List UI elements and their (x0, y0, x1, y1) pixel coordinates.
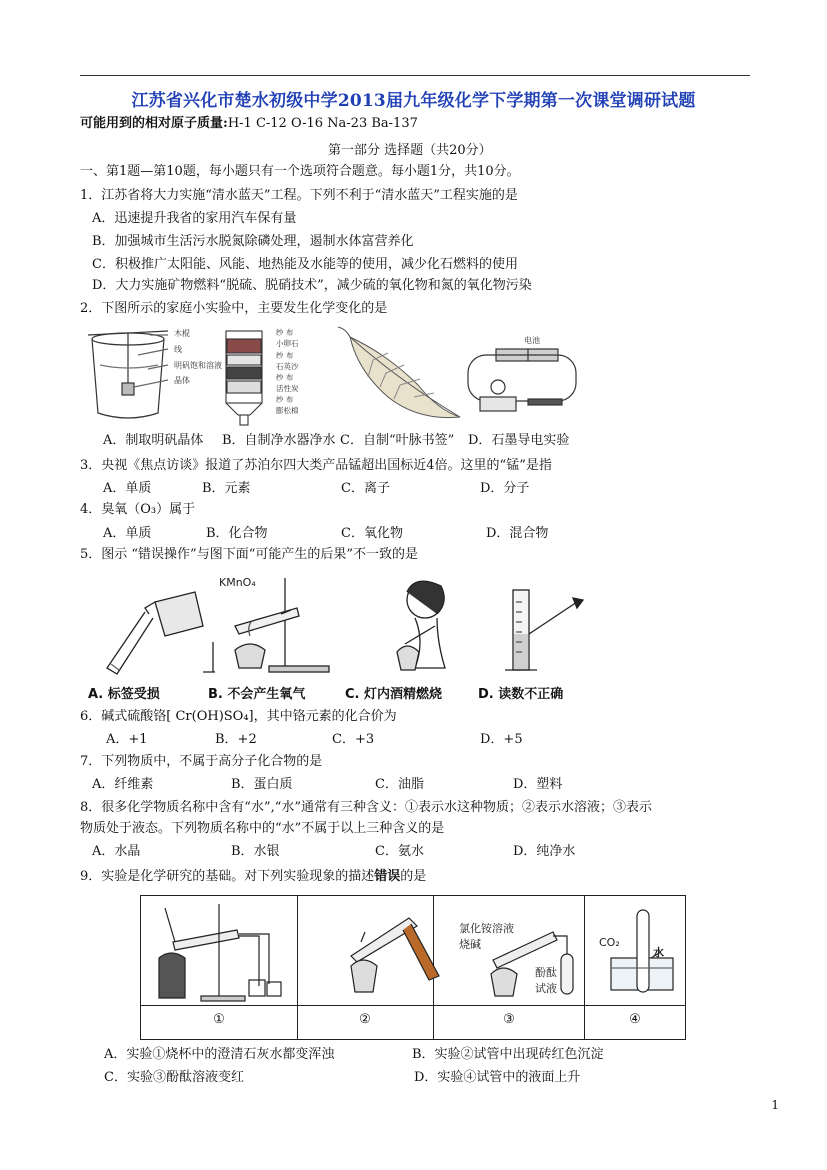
header-rule (80, 75, 750, 76)
q2-option-a: A．制取明矾晶体 (103, 433, 204, 448)
q9-option-a: A．实验①烧杯中的澄清石灰水都变浑浊 (104, 1047, 335, 1062)
q1-option-d: D．大力实施矿物燃料“脱硫、脱硝技术”，减少硫的氧化物和氮的氧化物污染 (92, 278, 532, 293)
q1-option-b: B．加强城市生活污水脱氮除磷处理，遏制水体富营养化 (92, 234, 414, 249)
q2-option-b: B．自制净水器净水 (222, 433, 336, 448)
q9-figures (141, 896, 687, 1005)
alum-crystal-beaker-illustration (88, 331, 168, 418)
experiment-1-illustration (159, 904, 281, 1001)
q9-stem-post: 的是 (400, 869, 427, 884)
exam-title: 江苏省兴化市楚水初级中学2013届九年级化学下学期第一次课堂调研试题 (131, 91, 696, 111)
label-quartz-sand: 石英沙 (276, 362, 299, 371)
q5-option-c: C. 灯内酒精燃烧 (345, 687, 443, 702)
q4-option-d: D．混合物 (486, 526, 549, 541)
label-gauze-2: 纱 布 (276, 351, 294, 360)
label-water: 水 (653, 946, 664, 959)
q4-option-c: C．氧化物 (341, 526, 403, 541)
q5-option-b: B. 不会产生氧气 (208, 687, 306, 702)
instruction: 一、第1题—第10题，每小题只有一个选项符合题意。每小题1分，共10分。 (80, 164, 520, 179)
q9-option-c: C．实验③酚酞溶液变红 (104, 1070, 244, 1085)
pouring-liquid-illustration (107, 592, 203, 674)
q6-option-c: C．+3 (332, 732, 375, 747)
q5-figure (85, 572, 595, 682)
q5-stem: 5．图示 “错误操作”与图下面“可能产生的后果”不一致的是 (80, 547, 418, 562)
q2-figure (88, 325, 578, 430)
q6-option-b: B．+2 (215, 732, 257, 747)
q7-option-c: C．油脂 (375, 777, 424, 792)
label-stick: 木棍 (174, 329, 190, 338)
q9-stem-pre: 9．实验是化学研究的基础。对下列实验现象的描述 (80, 869, 375, 884)
q7-option-a: A．纤维素 (92, 777, 154, 792)
q5-option-d: D. 读数不正确 (478, 687, 564, 702)
label-ammonium-chloride: 氯化铵溶液 (459, 922, 514, 935)
q7-option-d: D．塑料 (513, 777, 563, 792)
label-alum-solution: 明矾饱和溶液 (174, 361, 222, 370)
label-pebbles: 小卵石 (276, 339, 299, 348)
water-filter-illustration (226, 331, 262, 425)
q8-stem-line1: 8．很多化学物质名称中含有“水”,“水”通常有三种含义：①表示水这种物质；②表示水溶液；③表示 (80, 800, 652, 815)
q3-option-d: D．分子 (480, 481, 530, 496)
label-co2: CO₂ (599, 936, 620, 949)
label-battery: 电池 (524, 336, 540, 345)
q2-option-d: D．石墨导电实验 (468, 433, 570, 448)
caption-3: ③ (503, 1012, 515, 1027)
q9-option-b: B．实验②试管中出现砖红色沉淀 (412, 1047, 604, 1062)
q1-stem: 1．江苏省将大力实施“清水蓝天”工程。下列不利于“清水蓝天”工程实施的是 (80, 188, 518, 203)
leaf-vein-bookmark-illustration (338, 327, 460, 418)
experiment-2-illustration (351, 918, 439, 992)
q4-option-a: A．单质 (103, 526, 152, 541)
q2-option-c: C．自制“叶脉书签” (340, 433, 455, 448)
heating-kmno4-illustration (203, 578, 329, 672)
lighting-alcohol-lamp-illustration (397, 581, 445, 670)
label-gauze-4: 纱 布 (276, 395, 294, 404)
label-gauze-3: 纱 布 (276, 373, 294, 382)
q9-option-d: D．实验④试管中的液面上升 (414, 1070, 581, 1085)
label-phenolphthalein: 酚酞 (535, 966, 557, 979)
graphite-conduction-circuit-illustration (468, 349, 576, 411)
q3-option-a: A．单质 (103, 481, 152, 496)
q4-option-b: B．化合物 (206, 526, 268, 541)
atomic-mass-label: 可能用到的相对原子质量: (80, 116, 228, 131)
q6-option-d: D．+5 (480, 732, 523, 747)
q8-option-d: D．纯净水 (513, 844, 576, 859)
q8-option-c: C．氨水 (375, 844, 424, 859)
page-number: 1 (771, 1098, 779, 1112)
q7-stem: 7．下列物质中，不属于高分子化合物的是 (80, 754, 323, 769)
q2-stem: 2．下图所示的家庭小实验中，主要发生化学变化的是 (80, 301, 388, 316)
table-divider (141, 1005, 685, 1006)
label-kmno4: KMnO₄ (219, 576, 256, 589)
q6-option-a: A．+1 (106, 732, 148, 747)
q9-stem-bold: 错误 (374, 869, 401, 884)
q3-stem: 3．央视《焦点访谈》报道了苏泊尔四大类产品锰超出国标近4倍。这里的“锰”是指 (80, 458, 552, 473)
label-activated-carbon: 活性炭 (276, 384, 299, 393)
q6-stem: 6．碱式硫酸铬[ Cr(OH)SO₄]，其中铬元素的化合价为 (80, 709, 397, 724)
q9-experiment-table (140, 895, 686, 1040)
graduated-cylinder-illustration (505, 590, 583, 670)
q5-option-a: A. 标签受损 (88, 687, 160, 702)
atomic-mass-line (80, 116, 418, 132)
q3-option-b: B．元素 (202, 481, 251, 496)
label-caustic-soda: 烧碱 (459, 938, 481, 951)
q8-option-a: A．水晶 (92, 844, 141, 859)
atomic-mass-values: H-1 C-12 O-16 Na-23 Ba-137 (227, 116, 418, 131)
q9-stem (80, 869, 426, 885)
label-test-solution: 试液 (535, 982, 557, 995)
q7-option-b: B．蛋白质 (231, 777, 293, 792)
q4-stem: 4．臭氧（O₃）属于 (80, 502, 196, 517)
q1-option-c: C．积极推广太阳能、风能、地热能及水能等的使用，减少化石燃料的使用 (92, 257, 518, 272)
caption-2: ② (359, 1012, 371, 1027)
label-gauze-1: 纱 布 (276, 328, 294, 337)
label-cotton: 膨松棉 (276, 406, 299, 415)
caption-1: ① (213, 1012, 225, 1027)
section-heading: 第一部分 选择题（共20分） (328, 143, 492, 158)
label-thread: 线 (174, 345, 182, 354)
q8-option-b: B．水银 (231, 844, 280, 859)
label-crystal: 晶体 (174, 376, 190, 385)
q3-option-c: C．离子 (341, 481, 390, 496)
q1-option-a: A．迅速提升我省的家用汽车保有量 (92, 211, 297, 226)
caption-4: ④ (629, 1012, 641, 1027)
experiment-3-illustration (491, 932, 573, 996)
q8-stem-line2: 物质处于液态。下列物质名称中的“水”不属于以上三种含义的是 (80, 821, 445, 836)
